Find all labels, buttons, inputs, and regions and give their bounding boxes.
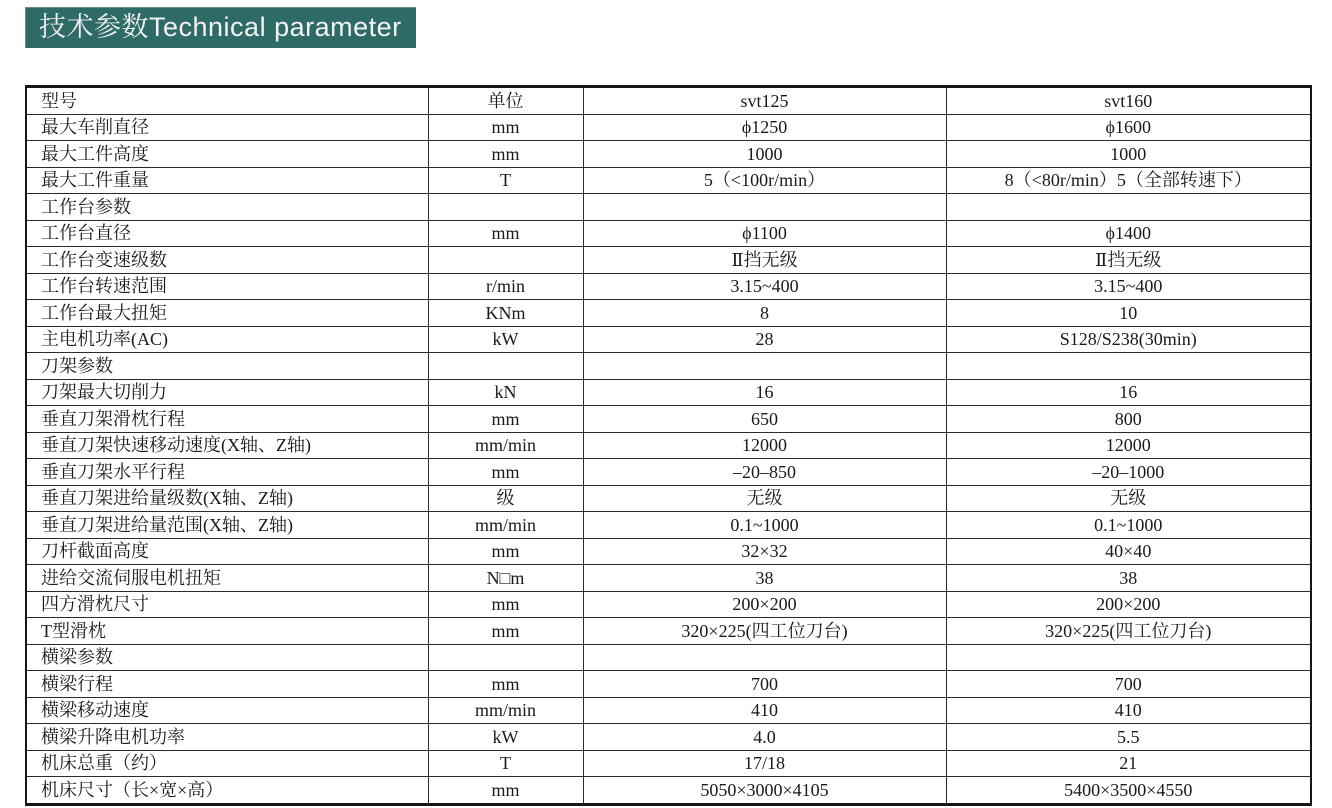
param-name-cell: 横梁行程 xyxy=(26,671,428,698)
column-header-model: 型号 xyxy=(26,87,428,115)
unit-cell: mm xyxy=(428,406,583,433)
unit-cell: mm xyxy=(428,618,583,645)
svt160-value-cell: 12000 xyxy=(946,432,1311,459)
svt160-value-cell: 无级 xyxy=(946,485,1311,512)
unit-cell: 级 xyxy=(428,485,583,512)
param-name-cell: 最大工件重量 xyxy=(26,167,428,194)
svt125-value-cell xyxy=(583,644,946,671)
table-row xyxy=(26,353,1311,380)
svt125-value-cell: 28 xyxy=(583,326,946,353)
table-row xyxy=(26,697,1311,724)
svt125-value-cell: 16 xyxy=(583,379,946,406)
table-row xyxy=(26,538,1311,565)
svt125-value-cell: ϕ1250 xyxy=(583,114,946,141)
unit-cell: mm xyxy=(428,538,583,565)
table-row xyxy=(26,565,1311,592)
svt160-value-cell: 5400×3500×4550 xyxy=(946,777,1311,805)
param-name-cell: 横梁参数 xyxy=(26,644,428,671)
svt125-value-cell: 700 xyxy=(583,671,946,698)
svt125-value-cell: 17/18 xyxy=(583,750,946,777)
svt160-value-cell: 200×200 xyxy=(946,591,1311,618)
table-row xyxy=(26,220,1311,247)
param-name-cell: 工作台直径 xyxy=(26,220,428,247)
table-row xyxy=(26,485,1311,512)
table-row xyxy=(26,724,1311,751)
param-name-cell: 垂直刀架滑枕行程 xyxy=(26,406,428,433)
column-header-svt125: svt125 xyxy=(583,87,946,115)
svt125-value-cell: ϕ1100 xyxy=(583,220,946,247)
svt125-value-cell: Ⅱ挡无级 xyxy=(583,247,946,274)
param-name-cell: 刀架最大切削力 xyxy=(26,379,428,406)
unit-cell: mm xyxy=(428,141,583,168)
svt125-value-cell: 8 xyxy=(583,300,946,327)
svt125-value-cell xyxy=(583,194,946,221)
svt125-value-cell xyxy=(583,353,946,380)
param-name-cell: 垂直刀架进给量范围(X轴、Z轴) xyxy=(26,512,428,539)
unit-cell: KNm xyxy=(428,300,583,327)
param-name-cell: 刀杆截面高度 xyxy=(26,538,428,565)
param-name-cell: 最大工件高度 xyxy=(26,141,428,168)
param-name-cell: 最大车削直径 xyxy=(26,114,428,141)
svt125-value-cell: 12000 xyxy=(583,432,946,459)
param-name-cell: 工作台参数 xyxy=(26,194,428,221)
table-row xyxy=(26,459,1311,486)
param-name-cell: 工作台转速范围 xyxy=(26,273,428,300)
param-name-cell: 垂直刀架进给量级数(X轴、Z轴) xyxy=(26,485,428,512)
table-row xyxy=(26,750,1311,777)
unit-cell: mm/min xyxy=(428,432,583,459)
svt125-value-cell: 38 xyxy=(583,565,946,592)
svt160-value-cell xyxy=(946,353,1311,380)
page-title: 技术参数Technical parameter xyxy=(39,12,402,42)
param-name-cell: 横梁移动速度 xyxy=(26,697,428,724)
unit-cell: mm xyxy=(428,459,583,486)
param-name-cell: 横梁升降电机功率 xyxy=(26,724,428,751)
param-name-cell: 垂直刀架水平行程 xyxy=(26,459,428,486)
param-name-cell: 工作台变速级数 xyxy=(26,247,428,274)
unit-cell: mm xyxy=(428,591,583,618)
svt160-value-cell: 800 xyxy=(946,406,1311,433)
param-name-cell: 机床总重（约） xyxy=(26,750,428,777)
svt160-value-cell: 410 xyxy=(946,697,1311,724)
param-name-cell: 四方滑枕尺寸 xyxy=(26,591,428,618)
technical-parameter-table xyxy=(25,85,1312,806)
unit-cell xyxy=(428,353,583,380)
table-row xyxy=(26,406,1311,433)
table-header-row xyxy=(26,87,1311,115)
unit-cell: mm/min xyxy=(428,512,583,539)
unit-cell xyxy=(428,644,583,671)
svt125-value-cell: 无级 xyxy=(583,485,946,512)
svt125-value-cell: 650 xyxy=(583,406,946,433)
table-row xyxy=(26,273,1311,300)
param-name-cell: 垂直刀架快速移动速度(X轴、Z轴) xyxy=(26,432,428,459)
svt160-value-cell: 10 xyxy=(946,300,1311,327)
table-row xyxy=(26,300,1311,327)
param-name-cell: 机床尺寸（长×宽×高） xyxy=(26,777,428,805)
param-name-cell: 工作台最大扭矩 xyxy=(26,300,428,327)
svt125-value-cell: 4.0 xyxy=(583,724,946,751)
unit-cell: T xyxy=(428,167,583,194)
svt160-value-cell: 320×225(四工位刀台) xyxy=(946,618,1311,645)
table-row xyxy=(26,141,1311,168)
unit-cell: mm xyxy=(428,220,583,247)
table-body xyxy=(26,114,1311,804)
svt160-value-cell xyxy=(946,644,1311,671)
svt125-value-cell: 1000 xyxy=(583,141,946,168)
svt160-value-cell: –20–1000 xyxy=(946,459,1311,486)
param-name-cell: T型滑枕 xyxy=(26,618,428,645)
svt160-value-cell: 21 xyxy=(946,750,1311,777)
svt125-value-cell: 200×200 xyxy=(583,591,946,618)
svt125-value-cell: 0.1~1000 xyxy=(583,512,946,539)
svt160-value-cell: ϕ1600 xyxy=(946,114,1311,141)
table-row xyxy=(26,167,1311,194)
unit-cell: N□m xyxy=(428,565,583,592)
unit-cell: kW xyxy=(428,724,583,751)
svt125-value-cell: 320×225(四工位刀台) xyxy=(583,618,946,645)
unit-cell: T xyxy=(428,750,583,777)
column-header-unit: 单位 xyxy=(428,87,583,115)
unit-cell: mm xyxy=(428,777,583,805)
svt160-value-cell: 8（<80r/min）5（全部转速下） xyxy=(946,167,1311,194)
table-row xyxy=(26,777,1311,805)
table-row xyxy=(26,591,1311,618)
unit-cell: r/min xyxy=(428,273,583,300)
svt160-value-cell: 0.1~1000 xyxy=(946,512,1311,539)
table-row xyxy=(26,326,1311,353)
table-row xyxy=(26,379,1311,406)
table-row xyxy=(26,432,1311,459)
svt160-value-cell: 40×40 xyxy=(946,538,1311,565)
table-row xyxy=(26,618,1311,645)
svt125-value-cell: 5050×3000×4105 xyxy=(583,777,946,805)
svt125-value-cell: 410 xyxy=(583,697,946,724)
svt160-value-cell: 38 xyxy=(946,565,1311,592)
table-row xyxy=(26,644,1311,671)
table-row xyxy=(26,114,1311,141)
unit-cell: mm/min xyxy=(428,697,583,724)
unit-cell xyxy=(428,194,583,221)
svt160-value-cell: ϕ1400 xyxy=(946,220,1311,247)
page-title-banner xyxy=(25,7,416,48)
param-name-cell: 进给交流伺服电机扭矩 xyxy=(26,565,428,592)
unit-cell: kN xyxy=(428,379,583,406)
svt125-value-cell: 3.15~400 xyxy=(583,273,946,300)
table-row xyxy=(26,512,1311,539)
unit-cell: kW xyxy=(428,326,583,353)
unit-cell: mm xyxy=(428,114,583,141)
unit-cell xyxy=(428,247,583,274)
svt160-value-cell: S128/S238(30min) xyxy=(946,326,1311,353)
svt125-value-cell: 32×32 xyxy=(583,538,946,565)
unit-cell: mm xyxy=(428,671,583,698)
column-header-svt160: svt160 xyxy=(946,87,1311,115)
svt160-value-cell: 3.15~400 xyxy=(946,273,1311,300)
svt160-value-cell: 16 xyxy=(946,379,1311,406)
svt160-value-cell: 700 xyxy=(946,671,1311,698)
svt125-value-cell: –20–850 xyxy=(583,459,946,486)
table-row xyxy=(26,671,1311,698)
svt125-value-cell: 5（<100r/min） xyxy=(583,167,946,194)
table-row xyxy=(26,247,1311,274)
param-name-cell: 主电机功率(AC) xyxy=(26,326,428,353)
svt160-value-cell: Ⅱ挡无级 xyxy=(946,247,1311,274)
table-row xyxy=(26,194,1311,221)
param-name-cell: 刀架参数 xyxy=(26,353,428,380)
svt160-value-cell: 1000 xyxy=(946,141,1311,168)
svt160-value-cell xyxy=(946,194,1311,221)
svt160-value-cell: 5.5 xyxy=(946,724,1311,751)
